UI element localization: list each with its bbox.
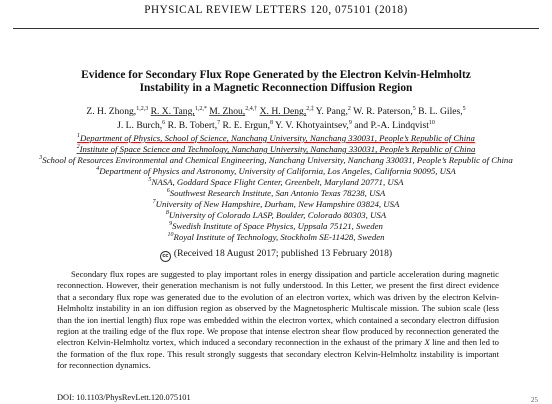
affiliation-text: University of New Hampshire, Durham, New Hampshire 03824, USA xyxy=(155,199,400,209)
affiliation-9 xyxy=(0,221,552,231)
affiliation-text: Swedish Institute of Space Physics, Uppsala 75121, Sweden xyxy=(172,221,383,231)
author-affil: 2 xyxy=(347,106,351,112)
author-name: B. L. Giles, xyxy=(418,106,463,117)
title-line-2: Instability in a Magnetic Reconnection Diffusion Region xyxy=(139,82,413,94)
abstract-italic-x: X xyxy=(424,337,430,348)
affiliation-2 xyxy=(0,144,552,154)
affiliation-number: 8 xyxy=(165,210,169,216)
author-affil: 8 xyxy=(270,120,274,126)
affiliation-3 xyxy=(0,155,552,165)
abstract-text: line and then led to the formation of the flux rope. This result strongly suggests that secondary electron Kelvin-Helmholtz instability is important for reconnection dynamics. xyxy=(57,337,499,371)
abstract xyxy=(57,269,499,372)
affiliation-text: Institute of Space Science and Technology, Nanchang University, Nanchang 330031, People’s Republic of China xyxy=(79,144,476,154)
affiliation-number: 3 xyxy=(39,155,43,161)
affiliation-text: Department of Physics, School of Science, Nanchang University, Nanchang 330031, People’s Republic of China xyxy=(80,133,475,143)
author-name: Z. H. Zhong, xyxy=(86,106,137,117)
received-line xyxy=(0,248,552,262)
author-affil: 6 xyxy=(162,120,166,126)
author-name: Y. V. Khotyaintsev, xyxy=(275,120,349,131)
author-line-1 xyxy=(0,106,552,117)
author-name: R. X. Tang, xyxy=(150,106,195,117)
affiliation-5 xyxy=(0,177,552,187)
affiliation-text: Southwest Research Institute, San Antonio Texas 78238, USA xyxy=(169,188,386,198)
author-affil: 10 xyxy=(428,120,435,126)
author-name: R. E. Ergun, xyxy=(222,120,271,131)
author-affil: 2,‡ xyxy=(306,106,314,112)
author-affil: 5 xyxy=(462,106,466,112)
author-name: and P.-A. Lindqvist xyxy=(354,120,429,131)
affiliation-number: 9 xyxy=(169,221,173,227)
affiliation-number: 5 xyxy=(148,177,152,183)
affiliation-6 xyxy=(0,188,552,198)
affiliation-4 xyxy=(0,166,552,176)
affiliation-text: NASA, Goddard Space Flight Center, Greenbelt, Maryland 20771, USA xyxy=(151,177,404,187)
header-rule xyxy=(13,28,539,29)
author-affil: 1,2,3 xyxy=(136,106,149,112)
author-name: X. H. Deng, xyxy=(259,106,307,117)
journal-header: PHYSICAL REVIEW LETTERS 120, 075101 (2018) xyxy=(144,4,408,16)
author-affil: 7 xyxy=(217,120,221,126)
affiliation-8 xyxy=(0,210,552,220)
received-text: (Received 18 August 2017; published 13 February 2018) xyxy=(173,248,393,259)
abstract-text: Secondary flux ropes are suggested to play important roles in energy dissipation and particle acceleration during magnetic reconnection. However, their generation mechanism is not fully understood. In this Letter, we present the first direct evidence that a secondary flux rope was generated due to the evolution of an electron vortex, which was driven by the electron Kelvin-Helmholtz instability in an ion diffusion region as observed by the Magnetospheric Multiscale mission. The subion scale (less than the ion inertial length) flux rope was embedded within the electron vortex, which contained a secondary electron diffusion region at the trailing edge of the flux rope. We propose that intense electron shear flow produced by reconnection generated the electron Kelvin-Helmholtz vortex, which induced a secondary reconnection in the exhaust of the primary xyxy=(57,269,499,348)
author-affil: 1,2,* xyxy=(194,106,207,112)
author-name: W. R. Paterson, xyxy=(353,106,413,117)
affiliation-10 xyxy=(0,232,552,242)
author-name: M. Zhou, xyxy=(209,106,246,117)
affiliation-text: University of Colorado LASP, Boulder, Colorado 80303, USA xyxy=(168,210,387,220)
affiliation-number: 2 xyxy=(76,144,80,150)
affiliation-text: Department of Physics and Astronomy, University of California, Los Angeles, California 90095, USA xyxy=(99,166,456,176)
affiliation-number: 6 xyxy=(166,188,170,194)
author-affil: 2,4,† xyxy=(245,106,258,112)
author-line-2 xyxy=(0,120,552,131)
paper-title xyxy=(20,69,532,95)
affiliation-number: 1 xyxy=(77,133,81,139)
cc-icon: cc xyxy=(160,251,171,262)
affiliation-text: School of Resources Environmental and Chemical Engineering, Nanchang University, Nanchang 330031, People’s Republic of China xyxy=(42,155,513,165)
affiliation-7 xyxy=(0,199,552,209)
author-affil: 9 xyxy=(348,120,352,126)
author-name: J. L. Burch, xyxy=(117,120,163,131)
title-line-1: Evidence for Secondary Flux Rope Generated by the Electron Kelvin-Helmholtz xyxy=(81,69,471,81)
author-name: R. B. Tobert, xyxy=(167,120,218,131)
doi-link[interactable]: DOI: 10.1103/PhysRevLett.120.075101 xyxy=(57,393,191,402)
author-name: Y. Pang, xyxy=(315,106,348,117)
affiliation-number: 10 xyxy=(167,232,174,238)
corner-mark: 25 xyxy=(531,396,538,404)
author-affil: 5 xyxy=(412,106,416,112)
affiliation-number: 7 xyxy=(152,199,156,205)
affiliation-1 xyxy=(0,133,552,143)
affiliation-number: 4 xyxy=(96,166,100,172)
affiliation-text: Royal Institute of Technology, Stockholm SE-11428, Sweden xyxy=(173,232,385,242)
